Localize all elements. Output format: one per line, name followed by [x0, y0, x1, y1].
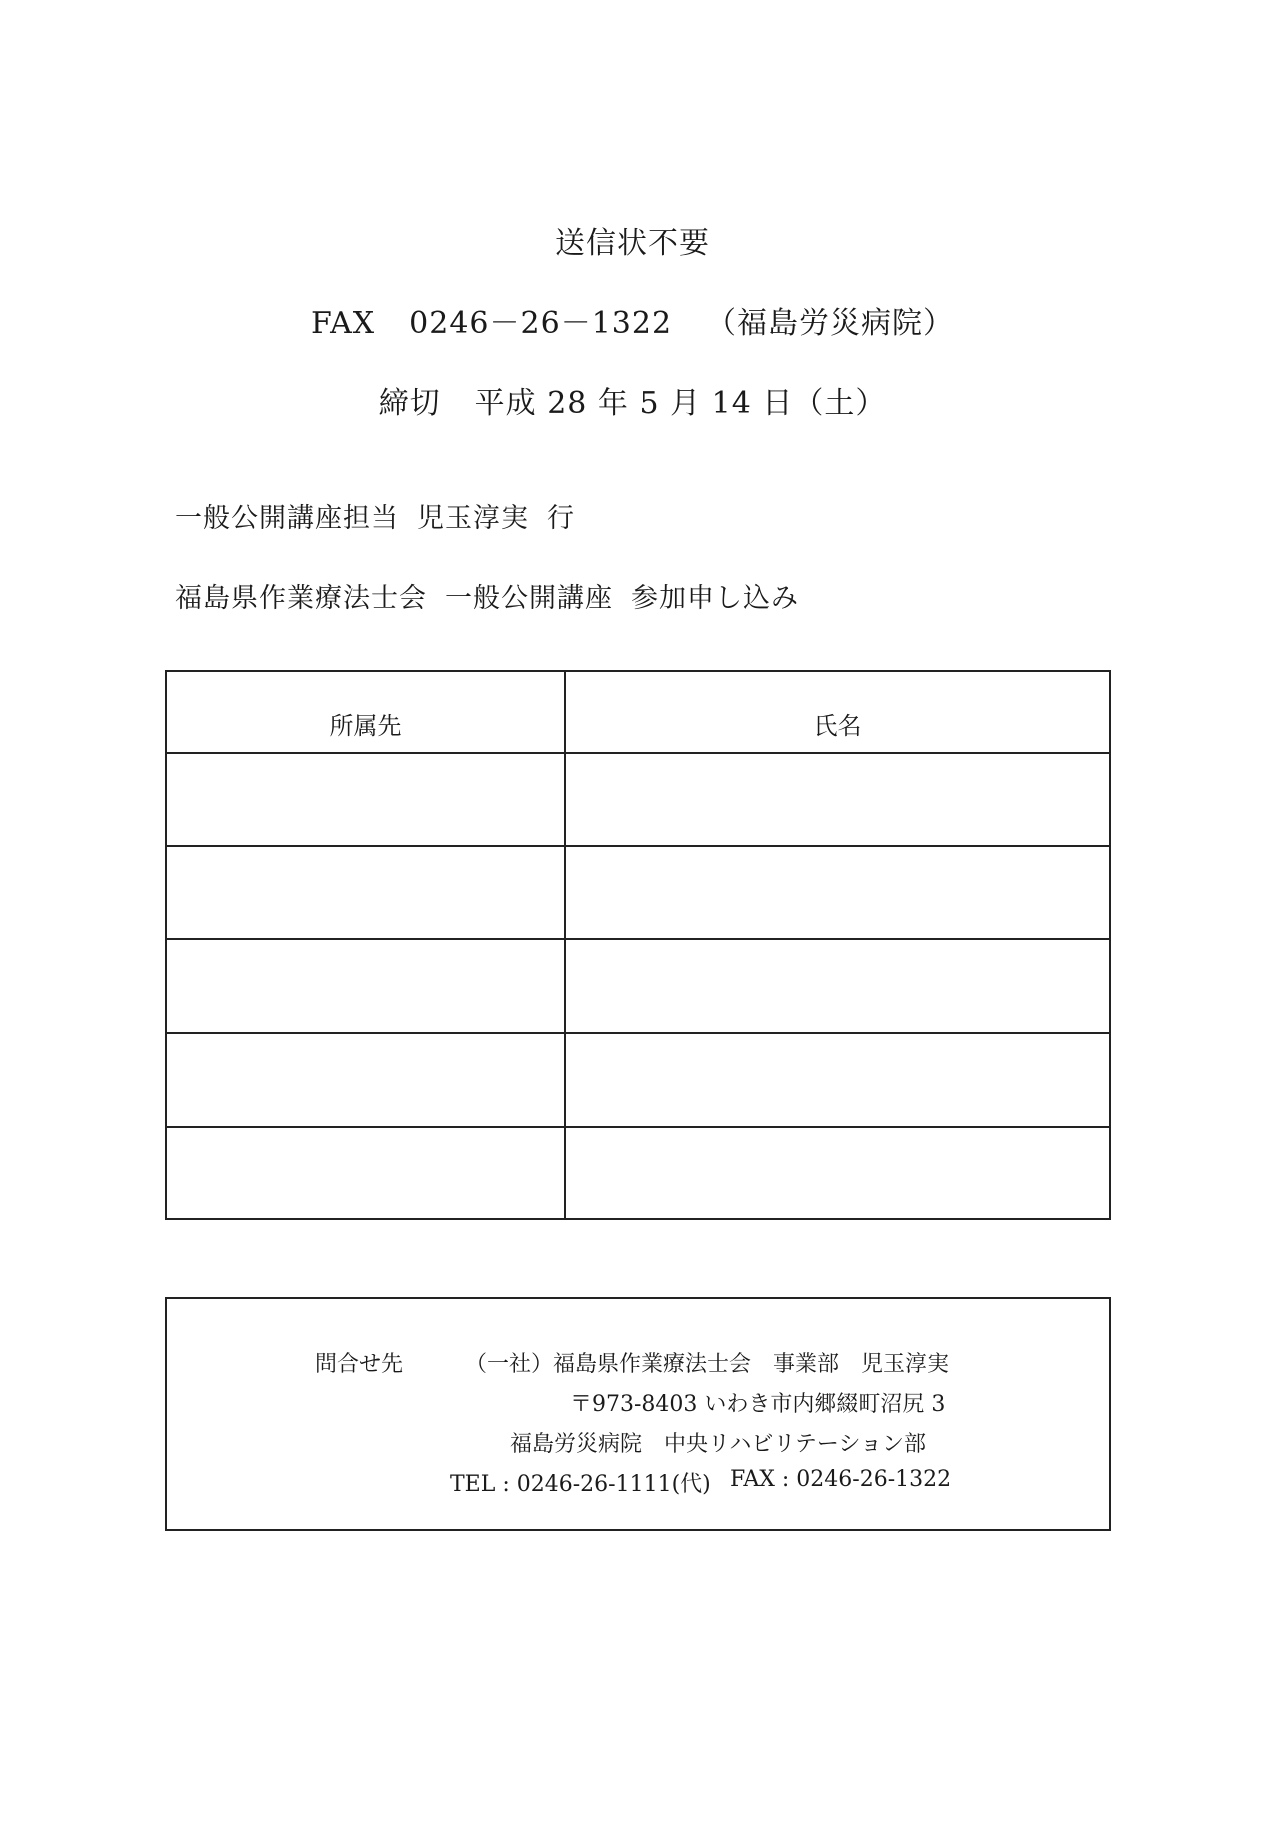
- contact-dept: 福島労災病院 中央リハビリテーション部: [510, 1432, 927, 1457]
- name-field[interactable]: [566, 1034, 1109, 1126]
- affiliation-field[interactable]: [167, 754, 564, 845]
- affiliation-field[interactable]: [167, 847, 564, 938]
- addressee-suffix: 行: [547, 503, 575, 534]
- header-name: 氏名: [813, 712, 862, 740]
- contact-box: [165, 1297, 1111, 1531]
- contact-label: 問合せ先: [315, 1352, 404, 1377]
- fax-org: （福島労災病院）: [706, 306, 955, 341]
- contact-org: （一社）福島県作業療法士会 事業部 児玉淳実: [465, 1352, 950, 1377]
- contact-tel: TEL : 0246-26-1111(代): [450, 1472, 711, 1497]
- addressee-name: 児玉淳実: [417, 503, 529, 534]
- addressee: [175, 496, 575, 535]
- contact-fax: FAX : 0246-26-1322: [730, 1467, 952, 1492]
- affiliation-field[interactable]: [167, 1034, 564, 1126]
- name-field[interactable]: [566, 1128, 1109, 1218]
- deadline-date: 平成 28 年 5 月 14 日（土）: [474, 386, 887, 421]
- fax-number: 0246－26－1322: [409, 306, 673, 341]
- table-row: [167, 1034, 1109, 1126]
- deadline-line: [0, 378, 1265, 422]
- addressee-role: 一般公開講座担当: [175, 503, 399, 534]
- application-table: [165, 670, 1111, 1220]
- page-title: 送信状不要: [555, 226, 710, 261]
- table-row: [167, 1128, 1109, 1218]
- contact-address: 〒973-8403 いわき市内郷綴町沼尻 3: [570, 1392, 946, 1417]
- table-row: [167, 847, 1109, 938]
- subject-org: 福島県作業療法士会: [175, 583, 427, 614]
- deadline-label: 締切: [378, 386, 441, 421]
- name-field[interactable]: [566, 754, 1109, 845]
- affiliation-field[interactable]: [167, 940, 564, 1032]
- table-row: [167, 754, 1109, 845]
- subject: [175, 576, 799, 615]
- affiliation-field[interactable]: [167, 1128, 564, 1218]
- header-affiliation: 所属先: [329, 712, 402, 740]
- name-field[interactable]: [566, 940, 1109, 1032]
- subject-event: 一般公開講座: [445, 583, 613, 614]
- name-field[interactable]: [566, 847, 1109, 938]
- subject-action: 参加申し込み: [631, 583, 799, 614]
- table-row: [167, 940, 1109, 1032]
- fax-label: FAX: [310, 306, 376, 341]
- fax-line: [0, 298, 1265, 342]
